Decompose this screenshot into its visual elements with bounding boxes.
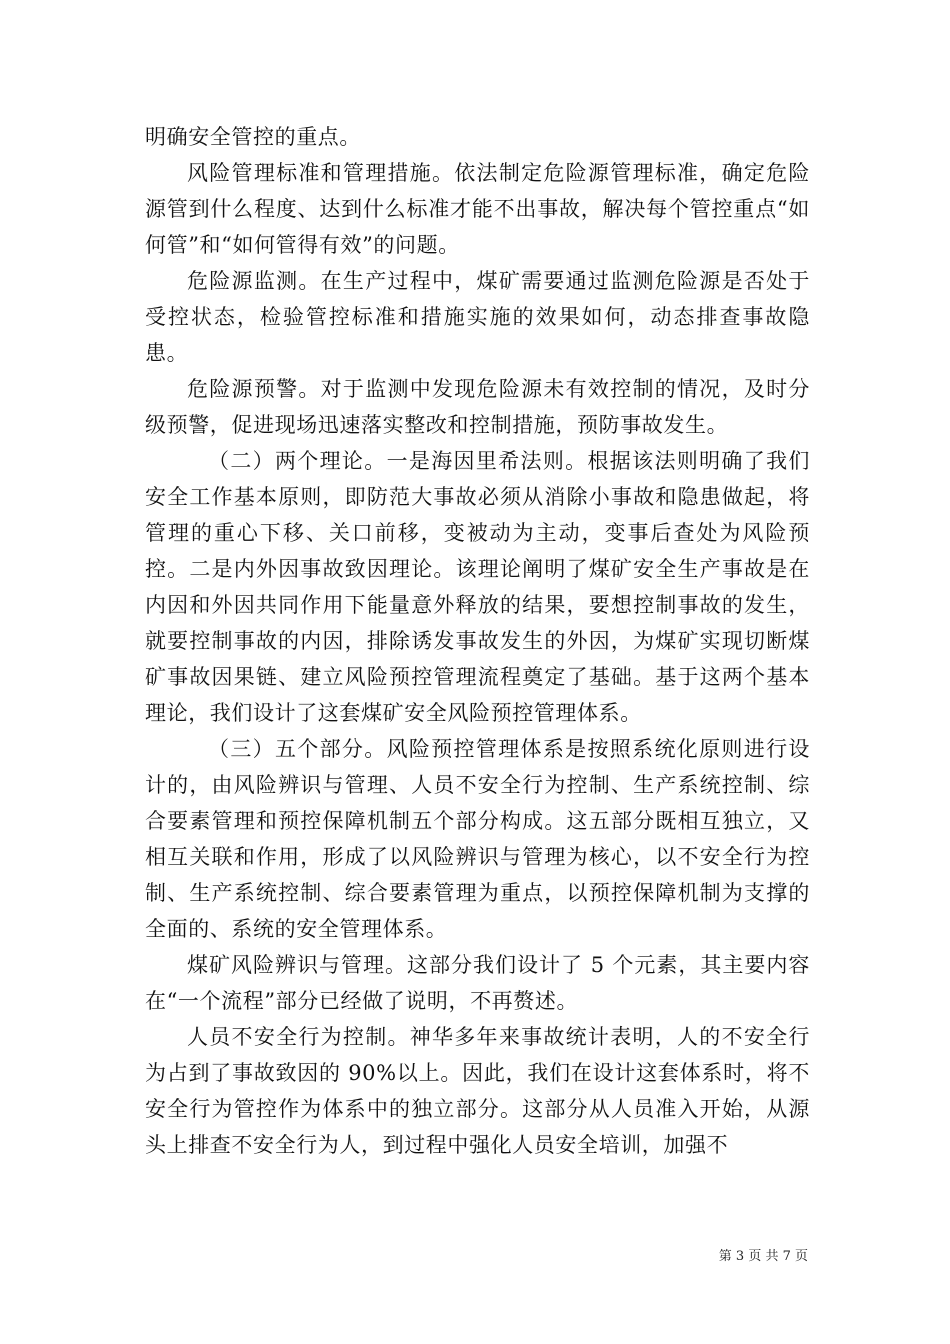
page-number-footer: 第 3 页 共 7 页 xyxy=(718,1249,808,1264)
paragraph-risk-identification: 煤矿风险辨识与管理。这部分我们设计了 5 个元素，其主要内容在“一个流程”部分已经做了说明，不再赘述。 xyxy=(145,953,810,1013)
paragraph-two-theories: （二）两个理论。一是海因里希法则。根据该法则明确了我们安全工作基本原则，即防范大事故必须从消除小事故和隐患做起，将管理的重心下移、关口前移，变被动为主动，变事后查处为风险预控。二是内外因事故致因理论。该理论阐明了煤矿安全生产事故是在内因和外因共同作用下能量意外释放的结果，要想控制事故的发生，就要控制事故的内因，排除诱发事故发生的外因，为煤矿实现切断煤矿事故因果链、建立风险预控管理流程奠定了基础。基于这两个基本理论，我们设计了这套煤矿安全风险预控管理体系。 xyxy=(145,449,810,725)
paragraph-continuation: 明确安全管控的重点。 xyxy=(145,125,361,149)
document-body xyxy=(145,119,810,1163)
paragraph-five-parts: （三）五个部分。风险预控管理体系是按照系统化原则进行设计的，由风险辨识与管理、人员不安全行为控制、生产系统控制、综合要素管理和预控保障机制五个部分构成。这五部分既相互独立，又相互关联和作用，形成了以风险辨识与管理为核心，以不安全行为控制、生产系统控制、综合要素管理为重点，以预控保障机制为支撑的全面的、系统的安全管理体系。 xyxy=(145,737,810,941)
paragraph-unsafe-behavior: 人员不安全行为控制。神华多年来事故统计表明，人的不安全行为占到了事故致因的 90%以上。因此，我们在设计这套体系时，将不安全行为管控作为体系中的独立部分。这部分从人员准入开始，从源头上排查不安全行为人，到过程中强化人员安全培训，加强不 xyxy=(145,1025,810,1157)
paragraph-risk-standards: 风险管理标准和管理措施。依法制定危险源管理标准，确定危险源管到什么程度、达到什么标准才能不出事故，解决每个管控重点“如何管”和“如何管得有效”的问题。 xyxy=(145,161,810,257)
paragraph-hazard-monitoring: 危险源监测。在生产过程中，煤矿需要通过监测危险源是否处于受控状态，检验管控标准和措施实施的效果如何，动态排查事故隐患。 xyxy=(145,269,810,365)
paragraph-hazard-warning: 危险源预警。对于监测中发现危险源未有效控制的情况，及时分级预警，促进现场迅速落实整改和控制措施，预防事故发生。 xyxy=(145,377,810,437)
